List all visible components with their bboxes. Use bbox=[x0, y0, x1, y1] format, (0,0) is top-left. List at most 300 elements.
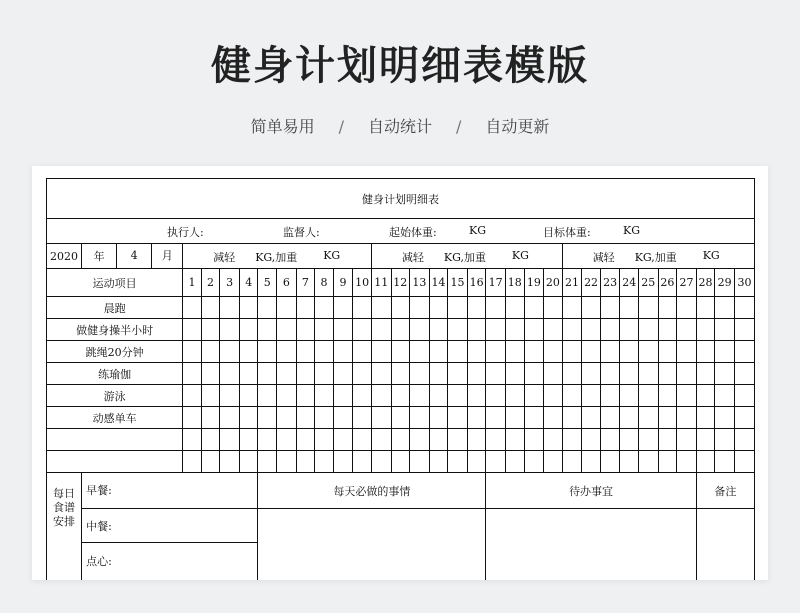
day-check-cell[interactable] bbox=[333, 341, 353, 363]
day-check-cell[interactable] bbox=[658, 319, 677, 341]
day-header: 7 bbox=[296, 269, 315, 297]
day-check-cell[interactable] bbox=[353, 407, 372, 429]
day-check-cell[interactable] bbox=[429, 363, 448, 385]
day-check-cell[interactable] bbox=[201, 451, 220, 473]
day-check-cell[interactable] bbox=[448, 341, 468, 363]
activity-row bbox=[47, 363, 755, 385]
day-check-cell[interactable] bbox=[467, 319, 486, 341]
day-check-cell[interactable] bbox=[391, 429, 410, 451]
day-check-cell[interactable] bbox=[201, 385, 220, 407]
day-check-cell[interactable] bbox=[734, 451, 754, 473]
day-check-cell[interactable] bbox=[277, 341, 297, 363]
day-check-cell[interactable] bbox=[353, 341, 372, 363]
daily-tasks-body[interactable] bbox=[258, 509, 486, 581]
month-value[interactable]: 4 bbox=[117, 244, 152, 268]
day-check-cell[interactable] bbox=[734, 385, 754, 407]
day-check-cell[interactable] bbox=[600, 297, 620, 319]
day-check-cell[interactable] bbox=[296, 319, 315, 341]
day-check-cell[interactable] bbox=[544, 385, 563, 407]
day-check-cell[interactable] bbox=[677, 451, 697, 473]
day-check-cell[interactable] bbox=[258, 319, 277, 341]
activity-label[interactable] bbox=[47, 451, 183, 473]
day-check-cell[interactable] bbox=[715, 407, 735, 429]
day-check-cell[interactable] bbox=[315, 341, 334, 363]
info-row bbox=[47, 219, 755, 244]
day-check-cell[interactable] bbox=[544, 407, 563, 429]
activity-header: 运动项目 bbox=[47, 269, 183, 297]
day-check-cell[interactable] bbox=[620, 341, 639, 363]
day-check-cell[interactable] bbox=[448, 451, 468, 473]
day-check-cell[interactable] bbox=[183, 319, 202, 341]
day-check-cell[interactable] bbox=[582, 451, 601, 473]
diet-label-part: 食谱 bbox=[53, 501, 76, 514]
day-check-cell[interactable] bbox=[353, 363, 372, 385]
day-check-cell[interactable] bbox=[486, 407, 506, 429]
day-check-cell[interactable] bbox=[410, 319, 430, 341]
day-header: 13 bbox=[410, 269, 430, 297]
day-check-cell[interactable] bbox=[183, 429, 202, 451]
day-check-cell[interactable] bbox=[258, 407, 277, 429]
diet-label-part: 每日 bbox=[53, 487, 76, 500]
day-check-cell[interactable] bbox=[353, 385, 372, 407]
day-check-cell[interactable] bbox=[333, 363, 353, 385]
day-check-cell[interactable] bbox=[429, 297, 448, 319]
start-weight-label: 起始体重: bbox=[389, 226, 437, 239]
day-check-cell[interactable] bbox=[696, 363, 715, 385]
day-check-cell[interactable] bbox=[429, 385, 448, 407]
activity-label[interactable]: 跳绳20分钟 bbox=[47, 341, 183, 363]
activity-label[interactable]: 练瑜伽 bbox=[47, 363, 183, 385]
weight-change-segment[interactable] bbox=[183, 244, 372, 269]
day-check-cell[interactable] bbox=[258, 363, 277, 385]
day-header: 24 bbox=[620, 269, 639, 297]
day-check-cell[interactable] bbox=[429, 407, 448, 429]
day-check-cell[interactable] bbox=[620, 451, 639, 473]
day-check-cell[interactable] bbox=[562, 451, 582, 473]
day-check-cell[interactable] bbox=[715, 385, 735, 407]
day-check-cell[interactable] bbox=[524, 407, 544, 429]
day-check-cell[interactable] bbox=[201, 341, 220, 363]
day-check-cell[interactable] bbox=[582, 297, 601, 319]
day-check-cell[interactable] bbox=[505, 319, 524, 341]
day-check-cell[interactable] bbox=[371, 341, 391, 363]
day-check-cell[interactable] bbox=[277, 451, 297, 473]
page-title: 健身计划明细表模版 bbox=[211, 43, 589, 89]
activity-row bbox=[47, 429, 755, 451]
day-check-cell[interactable] bbox=[524, 385, 544, 407]
day-check-cell[interactable] bbox=[296, 341, 315, 363]
day-check-cell[interactable] bbox=[239, 363, 258, 385]
day-check-cell[interactable] bbox=[715, 297, 735, 319]
day-check-cell[interactable] bbox=[239, 319, 258, 341]
year-label: 年 bbox=[82, 244, 117, 269]
day-check-cell[interactable] bbox=[315, 407, 334, 429]
day-check-cell[interactable] bbox=[486, 385, 506, 407]
day-check-cell[interactable] bbox=[410, 451, 430, 473]
day-check-cell[interactable] bbox=[353, 429, 372, 451]
target-weight-label: 目标体重: bbox=[543, 226, 591, 239]
day-check-cell[interactable] bbox=[639, 451, 659, 473]
day-check-cell[interactable] bbox=[715, 451, 735, 473]
day-check-cell[interactable] bbox=[620, 363, 639, 385]
day-check-cell[interactable] bbox=[582, 363, 601, 385]
day-check-cell[interactable] bbox=[524, 319, 544, 341]
day-check-cell[interactable] bbox=[677, 407, 697, 429]
day-check-cell[interactable] bbox=[639, 407, 659, 429]
day-check-cell[interactable] bbox=[220, 407, 240, 429]
breakfast-field[interactable]: 早餐: bbox=[82, 473, 258, 509]
day-check-cell[interactable] bbox=[429, 341, 448, 363]
day-check-cell[interactable] bbox=[639, 429, 659, 451]
day-check-cell[interactable] bbox=[562, 429, 582, 451]
day-check-cell[interactable] bbox=[296, 363, 315, 385]
day-check-cell[interactable] bbox=[677, 319, 697, 341]
day-check-cell[interactable] bbox=[486, 363, 506, 385]
gain-unit: KG bbox=[511, 249, 529, 262]
day-check-cell[interactable] bbox=[258, 297, 277, 319]
day-check-cell[interactable] bbox=[296, 451, 315, 473]
day-check-cell[interactable] bbox=[544, 319, 563, 341]
activity-row bbox=[47, 407, 755, 429]
day-check-cell[interactable] bbox=[505, 341, 524, 363]
day-header: 14 bbox=[429, 269, 448, 297]
day-check-cell[interactable] bbox=[544, 451, 563, 473]
day-check-cell[interactable] bbox=[201, 319, 220, 341]
day-check-cell[interactable] bbox=[277, 363, 297, 385]
day-check-cell[interactable] bbox=[296, 429, 315, 451]
day-check-cell[interactable] bbox=[371, 429, 391, 451]
day-check-cell[interactable] bbox=[524, 451, 544, 473]
day-check-cell[interactable] bbox=[620, 297, 639, 319]
day-check-cell[interactable] bbox=[467, 363, 486, 385]
day-check-cell[interactable] bbox=[183, 297, 202, 319]
day-check-cell[interactable] bbox=[544, 363, 563, 385]
day-check-cell[interactable] bbox=[467, 385, 486, 407]
day-check-cell[interactable] bbox=[333, 297, 353, 319]
month-label: 月 bbox=[161, 249, 173, 262]
day-check-cell[interactable] bbox=[391, 385, 410, 407]
day-check-cell[interactable] bbox=[639, 341, 659, 363]
day-check-cell[interactable] bbox=[239, 341, 258, 363]
reduce-label: 减轻 bbox=[401, 251, 424, 264]
day-check-cell[interactable] bbox=[620, 319, 639, 341]
day-check-cell[interactable] bbox=[183, 385, 202, 407]
day-check-cell[interactable] bbox=[296, 297, 315, 319]
year-value[interactable]: 2020 bbox=[47, 244, 82, 269]
day-check-cell[interactable] bbox=[410, 363, 430, 385]
day-check-cell[interactable] bbox=[600, 319, 620, 341]
day-check-cell[interactable] bbox=[353, 451, 372, 473]
supervisor-label: 监督人: bbox=[283, 226, 320, 239]
day-check-cell[interactable] bbox=[183, 341, 202, 363]
day-check-cell[interactable] bbox=[524, 341, 544, 363]
day-check-cell[interactable] bbox=[524, 297, 544, 319]
reduce-label: 减轻 bbox=[213, 251, 236, 264]
day-check-cell[interactable] bbox=[410, 407, 430, 429]
day-check-cell[interactable] bbox=[448, 319, 468, 341]
day-header: 5 bbox=[258, 269, 277, 297]
day-check-cell[interactable] bbox=[677, 363, 697, 385]
day-check-cell[interactable] bbox=[448, 429, 468, 451]
day-check-cell[interactable] bbox=[391, 363, 410, 385]
activity-label[interactable]: 做健身操半小时 bbox=[47, 319, 183, 341]
activity-label[interactable]: 动感单车 bbox=[47, 407, 183, 429]
day-check-cell[interactable] bbox=[505, 363, 524, 385]
day-check-cell[interactable] bbox=[562, 407, 582, 429]
day-check-cell[interactable] bbox=[677, 429, 697, 451]
day-check-cell[interactable] bbox=[201, 363, 220, 385]
activity-label[interactable]: 游泳 bbox=[47, 385, 183, 407]
day-header: 25 bbox=[639, 269, 659, 297]
day-check-cell[interactable] bbox=[429, 429, 448, 451]
day-check-cell[interactable] bbox=[239, 407, 258, 429]
daily-diet-label bbox=[47, 473, 82, 581]
day-header: 28 bbox=[696, 269, 715, 297]
day-check-cell[interactable] bbox=[544, 429, 563, 451]
day-check-cell[interactable] bbox=[715, 341, 735, 363]
day-check-cell[interactable] bbox=[315, 429, 334, 451]
day-check-cell[interactable] bbox=[239, 429, 258, 451]
day-check-cell[interactable] bbox=[277, 407, 297, 429]
day-check-cell[interactable] bbox=[467, 407, 486, 429]
day-check-cell[interactable] bbox=[391, 319, 410, 341]
day-check-cell[interactable] bbox=[677, 297, 697, 319]
day-check-cell[interactable] bbox=[562, 363, 582, 385]
day-check-cell[interactable] bbox=[391, 407, 410, 429]
day-check-cell[interactable] bbox=[467, 451, 486, 473]
day-check-cell[interactable] bbox=[486, 341, 506, 363]
day-check-cell[interactable] bbox=[544, 341, 563, 363]
day-check-cell[interactable] bbox=[696, 407, 715, 429]
day-check-cell[interactable] bbox=[467, 341, 486, 363]
day-check-cell[interactable] bbox=[258, 385, 277, 407]
day-check-cell[interactable] bbox=[239, 385, 258, 407]
day-check-cell[interactable] bbox=[658, 341, 677, 363]
day-check-cell[interactable] bbox=[658, 363, 677, 385]
day-header: 15 bbox=[448, 269, 468, 297]
day-check-cell[interactable] bbox=[467, 429, 486, 451]
day-check-cell[interactable] bbox=[296, 407, 315, 429]
day-check-cell[interactable] bbox=[696, 429, 715, 451]
day-check-cell[interactable] bbox=[371, 407, 391, 429]
day-check-cell[interactable] bbox=[582, 341, 601, 363]
spreadsheet-paper bbox=[32, 166, 768, 580]
day-check-cell[interactable] bbox=[258, 341, 277, 363]
lunch-field[interactable]: 中餐: bbox=[82, 509, 258, 543]
day-check-cell[interactable] bbox=[371, 451, 391, 473]
day-check-cell[interactable] bbox=[486, 429, 506, 451]
day-check-cell[interactable] bbox=[600, 363, 620, 385]
day-check-cell[interactable] bbox=[562, 297, 582, 319]
day-check-cell[interactable] bbox=[183, 451, 202, 473]
notes-body[interactable] bbox=[696, 509, 754, 581]
day-check-cell[interactable] bbox=[353, 319, 372, 341]
day-check-cell[interactable] bbox=[353, 297, 372, 319]
day-check-cell[interactable] bbox=[505, 429, 524, 451]
weight-change-segment[interactable] bbox=[562, 244, 754, 269]
day-check-cell[interactable] bbox=[582, 385, 601, 407]
day-check-cell[interactable] bbox=[677, 341, 697, 363]
day-header: 8 bbox=[315, 269, 334, 297]
day-check-cell[interactable] bbox=[277, 319, 297, 341]
day-check-cell[interactable] bbox=[333, 407, 353, 429]
day-check-cell[interactable] bbox=[333, 319, 353, 341]
day-check-cell[interactable] bbox=[600, 451, 620, 473]
reduce-label: 减轻 bbox=[592, 251, 615, 264]
feature-list bbox=[0, 114, 800, 137]
day-header: 20 bbox=[544, 269, 563, 297]
day-check-cell[interactable] bbox=[715, 363, 735, 385]
day-check-cell[interactable] bbox=[429, 319, 448, 341]
daily-tasks-header: 每天必做的事情 bbox=[258, 473, 486, 509]
reduce-unit: KG,加重 bbox=[634, 251, 677, 264]
day-check-cell[interactable] bbox=[620, 429, 639, 451]
day-check-cell[interactable] bbox=[505, 385, 524, 407]
day-check-cell[interactable] bbox=[220, 429, 240, 451]
day-check-cell[interactable] bbox=[486, 297, 506, 319]
day-check-cell[interactable] bbox=[696, 385, 715, 407]
day-check-cell[interactable] bbox=[562, 385, 582, 407]
day-check-cell[interactable] bbox=[391, 341, 410, 363]
day-check-cell[interactable] bbox=[582, 429, 601, 451]
activity-label[interactable] bbox=[47, 429, 183, 451]
day-check-cell[interactable] bbox=[505, 297, 524, 319]
day-check-cell[interactable] bbox=[201, 429, 220, 451]
day-check-cell[interactable] bbox=[220, 385, 240, 407]
day-check-cell[interactable] bbox=[371, 297, 391, 319]
day-check-cell[interactable] bbox=[467, 297, 486, 319]
day-check-cell[interactable] bbox=[410, 429, 430, 451]
day-check-cell[interactable] bbox=[391, 297, 410, 319]
day-check-cell[interactable] bbox=[371, 363, 391, 385]
day-check-cell[interactable] bbox=[658, 297, 677, 319]
day-check-cell[interactable] bbox=[696, 297, 715, 319]
day-check-cell[interactable] bbox=[715, 429, 735, 451]
day-check-cell[interactable] bbox=[258, 429, 277, 451]
day-check-cell[interactable] bbox=[220, 451, 240, 473]
day-check-cell[interactable] bbox=[677, 385, 697, 407]
day-check-cell[interactable] bbox=[239, 297, 258, 319]
day-check-cell[interactable] bbox=[582, 407, 601, 429]
day-check-cell[interactable] bbox=[333, 451, 353, 473]
weight-change-segment[interactable] bbox=[371, 244, 562, 269]
day-check-cell[interactable] bbox=[220, 297, 240, 319]
day-check-cell[interactable] bbox=[734, 341, 754, 363]
day-check-cell[interactable] bbox=[600, 407, 620, 429]
day-check-cell[interactable] bbox=[486, 451, 506, 473]
day-check-cell[interactable] bbox=[562, 341, 582, 363]
day-check-cell[interactable] bbox=[220, 363, 240, 385]
month-cell[interactable] bbox=[117, 244, 183, 269]
day-check-cell[interactable] bbox=[639, 385, 659, 407]
day-check-cell[interactable] bbox=[620, 385, 639, 407]
day-check-cell[interactable] bbox=[715, 319, 735, 341]
day-check-cell[interactable] bbox=[296, 385, 315, 407]
day-check-cell[interactable] bbox=[371, 319, 391, 341]
todo-body[interactable] bbox=[486, 509, 696, 581]
day-check-cell[interactable] bbox=[315, 319, 334, 341]
day-check-cell[interactable] bbox=[734, 407, 754, 429]
day-check-cell[interactable] bbox=[258, 451, 277, 473]
day-check-cell[interactable] bbox=[239, 451, 258, 473]
day-check-cell[interactable] bbox=[183, 407, 202, 429]
day-check-cell[interactable] bbox=[600, 341, 620, 363]
day-check-cell[interactable] bbox=[448, 363, 468, 385]
day-check-cell[interactable] bbox=[315, 385, 334, 407]
day-check-cell[interactable] bbox=[600, 385, 620, 407]
day-check-cell[interactable] bbox=[371, 385, 391, 407]
day-check-cell[interactable] bbox=[639, 363, 659, 385]
day-check-cell[interactable] bbox=[639, 319, 659, 341]
snack-field[interactable]: 点心: bbox=[82, 543, 258, 581]
day-check-cell[interactable] bbox=[391, 451, 410, 473]
day-check-cell[interactable] bbox=[505, 451, 524, 473]
day-check-cell[interactable] bbox=[315, 363, 334, 385]
activity-row bbox=[47, 319, 755, 341]
day-check-cell[interactable] bbox=[277, 429, 297, 451]
day-check-cell[interactable] bbox=[734, 429, 754, 451]
day-check-cell[interactable] bbox=[582, 319, 601, 341]
activity-row bbox=[47, 297, 755, 319]
day-check-cell[interactable] bbox=[410, 385, 430, 407]
day-check-cell[interactable] bbox=[658, 407, 677, 429]
day-check-cell[interactable] bbox=[562, 319, 582, 341]
day-check-cell[interactable] bbox=[448, 385, 468, 407]
day-check-cell[interactable] bbox=[410, 297, 430, 319]
day-check-cell[interactable] bbox=[410, 341, 430, 363]
day-check-cell[interactable] bbox=[734, 363, 754, 385]
day-check-cell[interactable] bbox=[505, 407, 524, 429]
day-check-cell[interactable] bbox=[315, 297, 334, 319]
day-check-cell[interactable] bbox=[639, 297, 659, 319]
day-check-cell[interactable] bbox=[600, 429, 620, 451]
day-check-cell[interactable] bbox=[183, 363, 202, 385]
day-check-cell[interactable] bbox=[524, 429, 544, 451]
day-check-cell[interactable] bbox=[429, 451, 448, 473]
day-check-cell[interactable] bbox=[734, 297, 754, 319]
day-check-cell[interactable] bbox=[544, 297, 563, 319]
day-check-cell[interactable] bbox=[734, 319, 754, 341]
day-check-cell[interactable] bbox=[658, 429, 677, 451]
day-check-cell[interactable] bbox=[333, 385, 353, 407]
day-check-cell[interactable] bbox=[486, 319, 506, 341]
day-header: 16 bbox=[467, 269, 486, 297]
day-check-cell[interactable] bbox=[658, 385, 677, 407]
day-check-cell[interactable] bbox=[524, 363, 544, 385]
reduce-unit: KG,加重 bbox=[255, 251, 298, 264]
notes-header: 备注 bbox=[696, 473, 754, 509]
day-check-cell[interactable] bbox=[696, 451, 715, 473]
day-check-cell[interactable] bbox=[696, 319, 715, 341]
day-check-cell[interactable] bbox=[220, 319, 240, 341]
day-check-cell[interactable] bbox=[315, 451, 334, 473]
day-check-cell[interactable] bbox=[448, 297, 468, 319]
activity-label[interactable]: 晨跑 bbox=[47, 297, 183, 319]
day-header: 17 bbox=[486, 269, 506, 297]
day-check-cell[interactable] bbox=[220, 341, 240, 363]
day-check-cell[interactable] bbox=[333, 429, 353, 451]
day-header: 3 bbox=[220, 269, 240, 297]
day-check-cell[interactable] bbox=[448, 407, 468, 429]
day-check-cell[interactable] bbox=[696, 341, 715, 363]
day-check-cell[interactable] bbox=[620, 407, 639, 429]
day-check-cell[interactable] bbox=[658, 451, 677, 473]
day-header: 22 bbox=[582, 269, 601, 297]
day-check-cell[interactable] bbox=[201, 297, 220, 319]
day-check-cell[interactable] bbox=[277, 385, 297, 407]
day-check-cell[interactable] bbox=[201, 407, 220, 429]
day-check-cell[interactable] bbox=[277, 297, 297, 319]
